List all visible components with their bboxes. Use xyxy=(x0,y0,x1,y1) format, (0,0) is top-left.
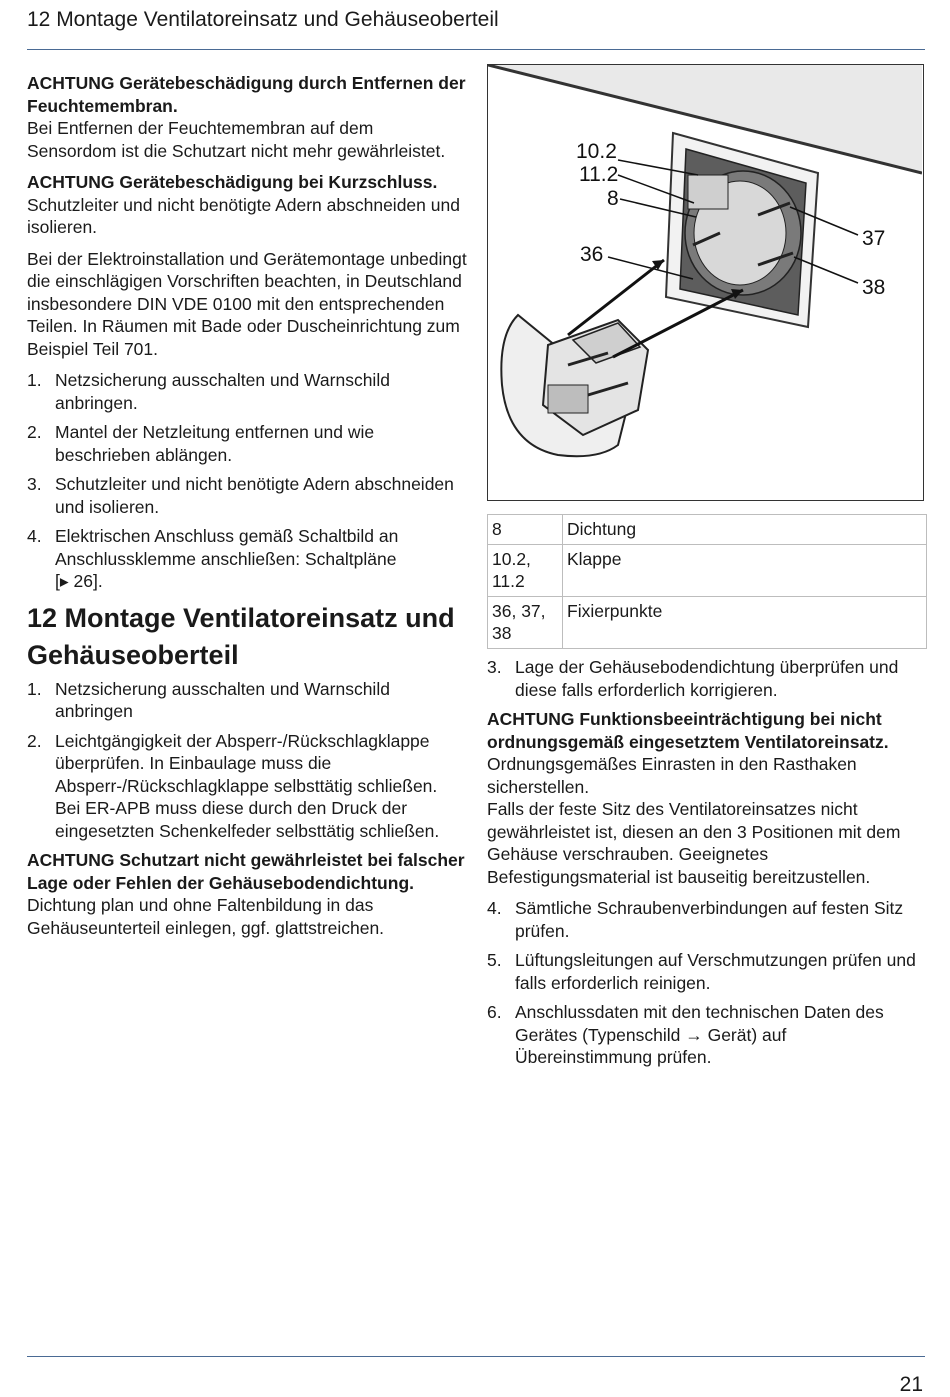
legend-value: Dichtung xyxy=(563,515,927,545)
left-column xyxy=(27,72,467,939)
list-item xyxy=(487,656,927,701)
list-item xyxy=(27,473,467,518)
step-number: 1. xyxy=(27,678,42,699)
step-number: 3. xyxy=(487,657,502,677)
step-number: 3. xyxy=(27,474,42,494)
step-number: 5. xyxy=(487,950,502,970)
assembly-figure xyxy=(487,64,924,501)
table-row xyxy=(488,515,927,545)
warning-title: ACHTUNG Funktionsbeeinträchtigung bei nicht ordnungsgemäß eingesetztem Ventilatoreinsatz. xyxy=(487,709,889,752)
legend-key: 10.2, 11.2 xyxy=(488,544,563,596)
list-item xyxy=(487,1001,927,1069)
figure-label: 38 xyxy=(862,276,886,299)
figure-label: 11.2 xyxy=(579,163,619,186)
step-number: 2. xyxy=(27,422,42,442)
legend-key: 8 xyxy=(488,515,563,545)
step-text: Schutzleiter und nicht benötigte Adern abschneiden und isolieren. xyxy=(55,474,454,517)
warning-title: ACHTUNG Schutzart nicht gewährleistet bei falscher Lage oder Fehlen der Gehäusebodendichtung. xyxy=(27,850,465,893)
step-text: Leichtgängigkeit der Absperr-/Rückschlagklappe überprüfen. In Einbaulage muss die Absperr-/Rückschlagklappe selbsttätig schließen. Bei ER-APB muss diese durch den Druck der eingesetzten Schenkelfeder selbsttätig schließen. xyxy=(55,730,440,841)
warning-title: ACHTUNG Gerätebeschädigung durch Entfernen der Feuchtemembran. xyxy=(27,73,466,116)
page-reference: 26 xyxy=(73,571,94,591)
warning-text: Ordnungsgemäßes Einrasten in den Rasthaken sicherstellen. xyxy=(487,754,857,797)
step-text: Mantel der Netzleitung entfernen und wie beschrieben ablängen. xyxy=(55,422,375,465)
figure-label: 37 xyxy=(862,227,886,250)
paragraph: Bei der Elektroinstallation und Gerätemontage unbedingt die einschlägigen Vorschriften beachten, in Deutschland insbesondere DIN VDE 0100 mit den entsprechenden Teilen. In Räumen mit Bade oder Duscheinrichtung zum Beispiel Teil 701. xyxy=(27,248,467,359)
step-text: Sämtliche Schraubenverbindungen auf festen Sitz prüfen. xyxy=(515,898,904,941)
legend-key: 36, 37, 38 xyxy=(488,596,563,648)
running-header: 12 Montage Ventilatoreinsatz und Gehäuseoberteil xyxy=(27,8,499,31)
step-text-main: Elektrischen Anschluss gemäß Schaltbild an Anschlussklemme anschließen: Schaltpläne xyxy=(55,526,399,569)
reference-close: ]. xyxy=(93,571,103,591)
page-number: 21 xyxy=(899,1373,923,1396)
step-number: 6. xyxy=(487,1002,502,1022)
step-number: 2. xyxy=(27,730,42,751)
figure-label: 10.2 xyxy=(576,140,617,163)
list-item xyxy=(27,678,467,723)
right-column xyxy=(487,656,927,1076)
list-item xyxy=(27,730,467,843)
step-text: Anschlussdaten mit den technischen Daten des Gerätes (Typenschild → Gerät) auf Übereinstimmung prüfen. xyxy=(515,1002,884,1067)
cross-reference-link[interactable]: [▸ 26 xyxy=(55,571,94,591)
section-heading: 12 Montage Ventilatoreinsatz und Gehäuseoberteil xyxy=(27,602,455,670)
step-number: 1. xyxy=(27,370,42,390)
step-text: Lage der Gehäusebodendichtung überprüfen und diese falls erforderlich korrigieren. xyxy=(515,657,899,700)
list-item xyxy=(27,369,467,414)
step-text: Lüftungsleitungen auf Verschmutzungen prüfen und falls erforderlich reinigen. xyxy=(515,950,916,993)
list-item xyxy=(27,525,467,593)
fan-assembly-illustration xyxy=(488,65,922,499)
figure-label: 8 xyxy=(607,187,619,210)
legend-table xyxy=(487,514,927,649)
play-arrow-icon: ▸ xyxy=(59,571,69,591)
warning-title: ACHTUNG Gerätebeschädigung bei Kurzschluss. xyxy=(27,172,438,192)
list-item xyxy=(487,949,927,994)
list-item xyxy=(27,421,467,466)
step-text: Netzsicherung ausschalten und Warnschild anbringen. xyxy=(55,370,390,413)
warning-text: Dichtung plan und ohne Faltenbildung in das Gehäuseunterteil einlegen, ggf. glattstreichen. xyxy=(27,895,385,938)
table-row xyxy=(488,544,927,596)
legend-value: Fixierpunkte xyxy=(563,596,927,648)
table-row xyxy=(488,596,927,648)
warning-text: Bei Entfernen der Feuchtemembran auf dem Sensordom ist die Schutzart nicht mehr gewährleistet. xyxy=(27,118,446,161)
warning-text: Falls der feste Sitz des Ventilatoreinsatzes nicht gewährleistet ist, diesen an den 3 Positionen mit dem Gehäuse verschrauben. Geeignetes Befestigungsmaterial ist bauseitig bereitzustellen. xyxy=(487,799,901,887)
legend-value: Klappe xyxy=(563,544,927,596)
figure-label: 36 xyxy=(580,243,604,266)
step-text xyxy=(55,525,467,593)
footer-rule xyxy=(27,1356,925,1357)
step-text: Netzsicherung ausschalten und Warnschild anbringen xyxy=(55,678,390,721)
header-rule xyxy=(27,49,925,50)
warning-text: Schutzleiter und nicht benötigte Adern abschneiden und isolieren. xyxy=(27,194,460,237)
list-item xyxy=(487,897,927,942)
step-number: 4. xyxy=(487,898,502,918)
step-number: 4. xyxy=(27,526,42,546)
